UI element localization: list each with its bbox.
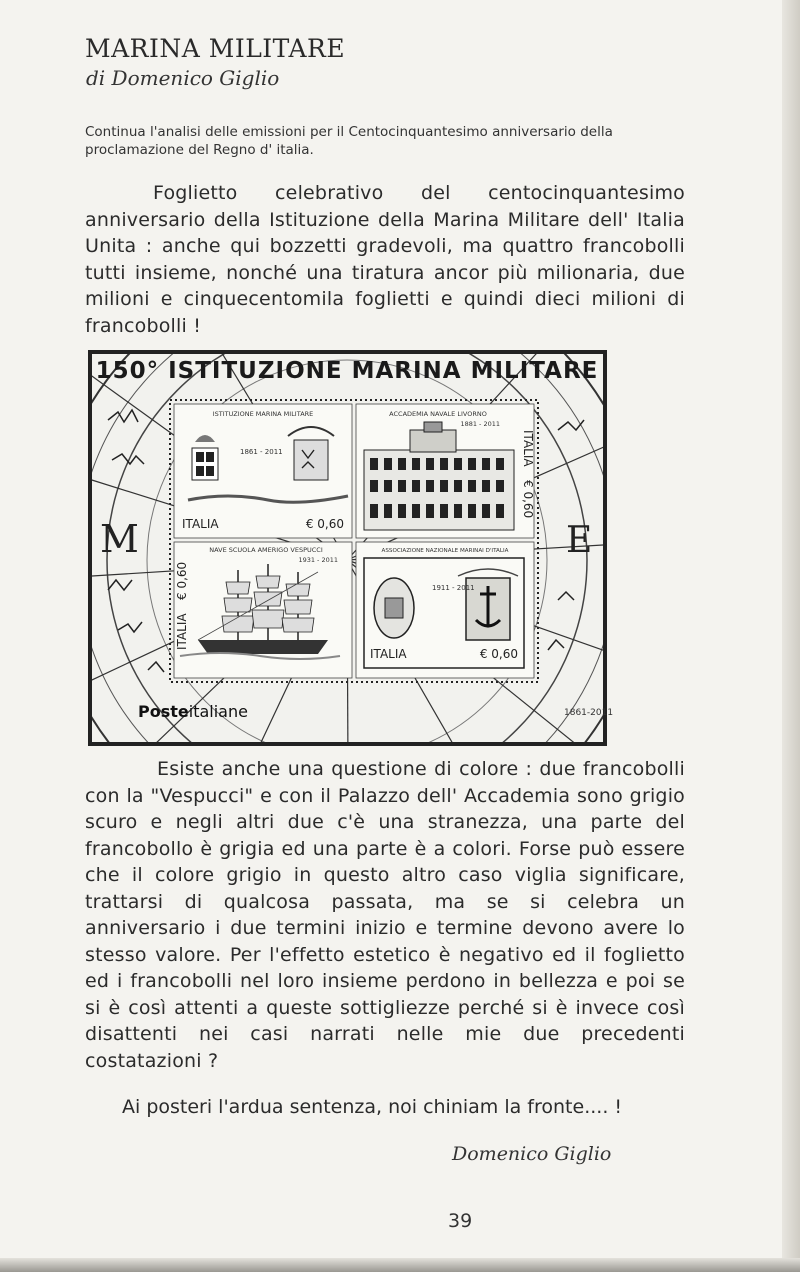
stamp-2-value: € 0,60 (521, 480, 535, 519)
stamp-2 (356, 404, 535, 538)
stamp-1-country: ITALIA (182, 517, 219, 531)
stamp-1-value: € 0,60 (305, 517, 344, 531)
sheet-banner: 150° ISTITUZIONE MARINA MILITARE (95, 358, 599, 384)
posteitaliane-logo: Posteitaliane (138, 702, 248, 721)
sheet-bottom-dates: 1861-2011 (564, 708, 614, 718)
author-signature: Domenico Giglio (452, 1143, 612, 1165)
article-byline: di Domenico Giglio (86, 66, 280, 90)
paragraph-1: Foglietto celebrativo del centocinquantesimo anniversario della Istituzione della Marina Militare dell' Italia Unita : anche qui bozzetti gradevoli, ma quattro francobolli tutti insieme, nonché una tiratura ancor più milionaria, due milioni e cinquecentomila foglietti e quindi dieci milioni di francobolli ! (85, 182, 685, 337)
article-intro: Continua l'analisi delle emissioni per il Centocinquantesimo anniversario della proclamazione del Regno d' italia. (85, 124, 613, 158)
stamp-4-dates: 1911 - 2011 (432, 584, 475, 592)
stamp-1-caption: ISTITUZIONE MARINA MILITARE (212, 410, 314, 418)
stamp-3-dates: 1931 - 2011 (298, 556, 338, 564)
stamp-3-value: € 0,60 (175, 561, 189, 600)
stamp-4 (356, 542, 534, 678)
stamp-4-value: € 0,60 (479, 647, 518, 661)
stamp-1 (174, 404, 352, 538)
article-title: MARINA MILITARE (85, 34, 346, 63)
page-edge-bottom (0, 1258, 800, 1272)
compass-letter-m: M (100, 517, 139, 561)
page-number: 39 (448, 1210, 473, 1232)
stamp-2-country: ITALIA (521, 430, 535, 467)
stamp-2-dates: 1881 - 2011 (460, 420, 500, 428)
stamp-4-caption: ASSOCIAZIONE NAZIONALE MARINAI D'ITALIA (381, 548, 509, 554)
stamp-3-caption: NAVE SCUOLA AMERIGO VESPUCCI (209, 546, 323, 554)
stamp-1-dates: 1861 - 2011 (240, 448, 283, 456)
paragraph-2: Esiste anche una questione di colore : due francobolli con la "Vespucci" e con il Palazzo dell' Accademia sono grigio scuro e negli altri due c'è una stranezza, una parte del francobollo è grigia ed una parte è a colori. Forse può essere che il colore grigio in questo altro caso viglia significare, trattarsi di qualcosa passata, ma se si celebra un anniversario i due termini inizio e termine devono avere lo stesso valore. Per l'effetto estetico è negativo ed il foglietto ed i francobolli nel loro insieme perdono in bellezza e poi se si è così attenti a queste sottigliezze perché si è invece così disattenti nei casi narrati nelle mie due precedenti costatazioni ? (85, 758, 685, 1072)
stamp-4-country: ITALIA (370, 647, 407, 661)
stamp-3-country: ITALIA (175, 613, 189, 650)
paragraph-3: Ai posteri l'ardua sentenza, noi chiniam la fronte.... ! (122, 1096, 623, 1118)
stamp-2-caption: ACCADEMIA NAVALE LIVORNO (389, 410, 487, 418)
page-edge-right (782, 0, 800, 1272)
stamp-3 (174, 542, 352, 678)
stamp-sheet-image (88, 350, 614, 746)
compass-letter-e: E (566, 520, 593, 561)
